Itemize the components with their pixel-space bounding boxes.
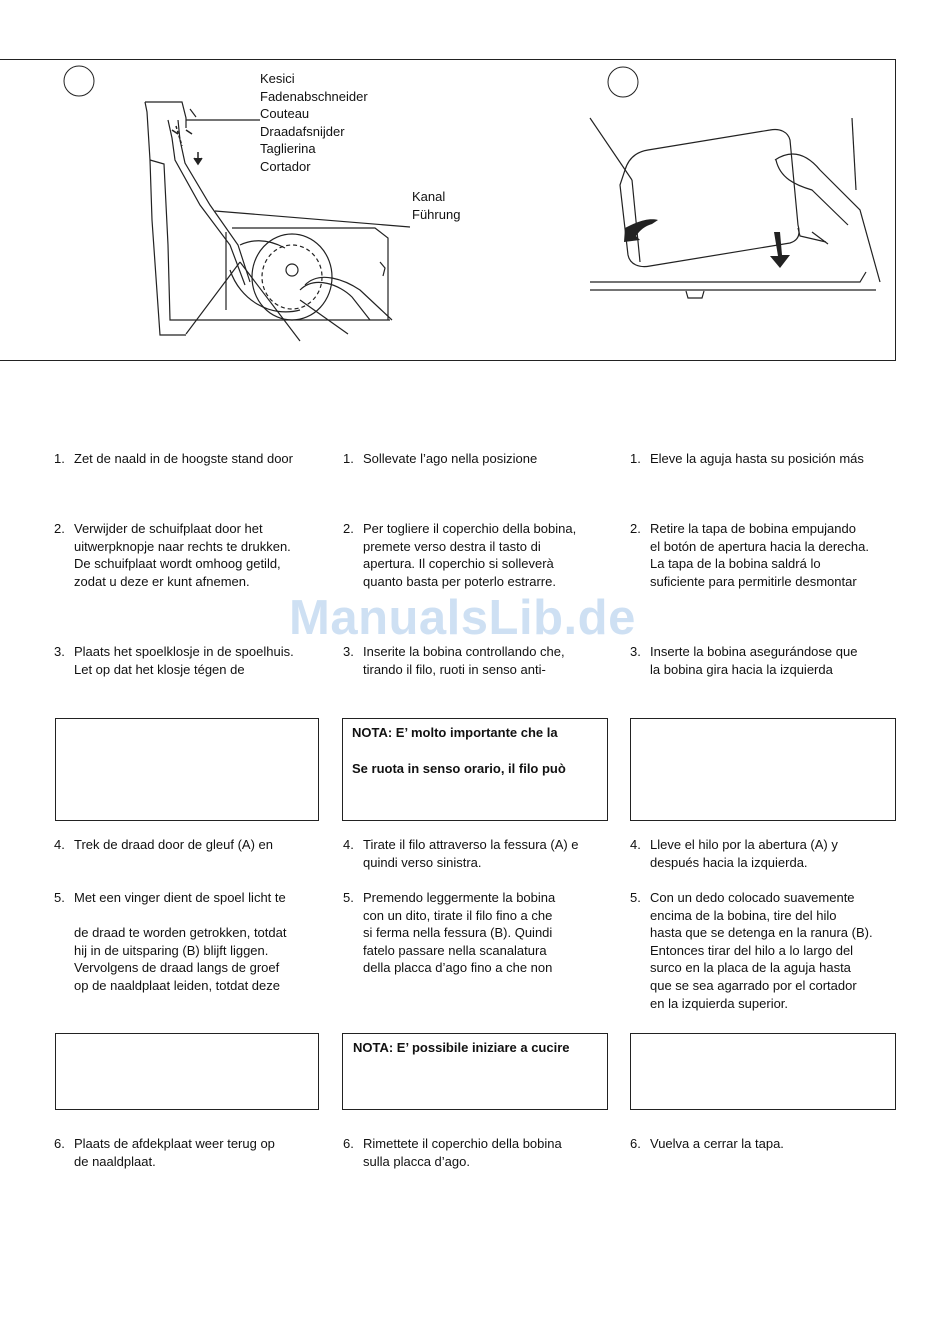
step-4: 4. Tirate il filo attraverso la fessura (A) e quindi verso sinistra. — [343, 837, 579, 870]
bobbin-cover-drawing — [590, 118, 880, 298]
figure-b-marker — [608, 67, 638, 97]
figure-a-marker — [64, 66, 94, 96]
step-4: 4. Trek de draad door de gleuf (A) en — [54, 837, 273, 852]
step-2: 2. Per togliere il coperchio della bobina, premete verso destra il tasto di apertura. Il coperchio si solleverà quanto basta per poterlo estrarre. — [343, 521, 577, 589]
note-box: NOTA: E’ molto importante che la Se ruota in senso orario, il filo può — [342, 718, 608, 821]
step-6: 6. Rimettete il coperchio della bobina sulla placca d’ago. — [343, 1136, 562, 1169]
step-1: 1. Zet de naald in de hoogste stand door — [54, 451, 293, 466]
step-2: 2. Retire la tapa de bobina empujando el botón de apertura hacia la derecha. La tapa de la bobina saldrá lo suficiente para permitirle desmontar — [630, 521, 869, 589]
step-5: 5. Con un dedo colocado suavemente encima de la bobina, tire del hilo hasta que se detenga en la ranura (B). Entonces tirar del hilo a lo largo del surco en la placa de la aguja hasta que se sea agarrado por el cortador en la izquierda superior. — [630, 890, 873, 1011]
watermark: ManualsLib.de — [289, 591, 636, 645]
step-3: 3. Plaats het spoelklosje in de spoelhuis. Let op dat het klosje tégen de — [54, 644, 294, 677]
step-4: 4. Lleve el hilo por la abertura (A) y después hacia la izquierda. — [630, 837, 838, 870]
step-1: 1. Sollevate l’ago nella posizione — [343, 451, 538, 466]
step-1: 1. Eleve la aguja hasta su posición más — [630, 451, 864, 466]
note-box — [630, 1033, 896, 1110]
channel-label-de: Führung — [412, 207, 461, 222]
cutter-label-es: Cortador — [260, 158, 311, 174]
note-box — [55, 718, 319, 821]
step-6: 6. Plaats de afdekplaat weer terug op de naaldplaat. — [54, 1136, 275, 1169]
note-box: NOTA: E’ possibile iniziare a cucire — [342, 1033, 608, 1110]
step-3: 3. Inserite la bobina controllando che, tirando il filo, ruoti in senso anti- — [343, 644, 565, 677]
cutter-arrow-icon — [172, 126, 202, 164]
step-3: 3. Inserte la bobina asegurándose que la bobina gira hacia la izquierda — [630, 644, 858, 677]
cutter-label-de: Fadenabschneider — [260, 88, 368, 104]
step-2: 2. Verwijder de schuifplaat door het uitwerpknopje naar rechts te drukken. De schuifplaat wordt omhoog getild, zodat u deze er kunt afnemen. — [54, 521, 291, 589]
step-6: 6. Vuelva a cerrar la tapa. — [630, 1136, 784, 1151]
step-5: 5. Met een vinger dient de spoel licht te de draad te worden getrokken, totdat hij in de uitsparing (B) blijft liggen. Vervolgens de draad langs de groef op de naaldplaat leiden, totdat deze — [54, 890, 287, 993]
cutter-label-fr: Couteau — [260, 106, 310, 121]
cutter-label-tr: Kesici — [260, 71, 295, 86]
channel-label-tr: Kanal — [412, 189, 446, 204]
note-box — [630, 718, 896, 821]
cutter-label-nl: Draadafsnijder — [260, 123, 345, 139]
cutter-label-it: Taglierina — [260, 141, 316, 156]
note-box — [55, 1033, 319, 1110]
release-arrow-icon — [624, 219, 790, 268]
step-5: 5. Premendo leggermente la bobina con un dito, tirate il filo fino a che si ferma nella fessura (B). Quindi fatelo passare nella scanalatura della placca d’ago fino a che non — [343, 890, 556, 976]
